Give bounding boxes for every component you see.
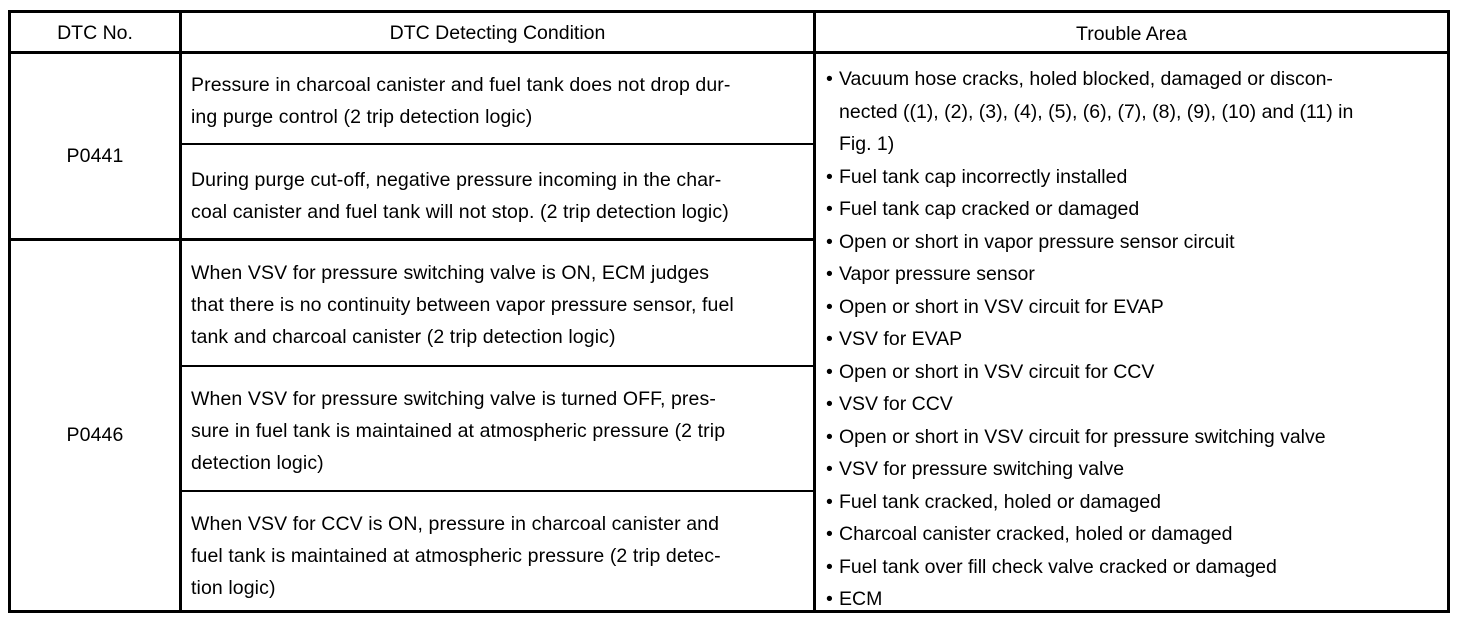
bullet-icon: •	[826, 555, 833, 578]
trouble-area-text: Open or short in VSV circuit for pressure switching valve	[839, 425, 1326, 448]
trouble-area-text: Fuel tank cap incorrectly installed	[839, 165, 1128, 188]
trouble-area-item	[823, 486, 1353, 519]
trouble-area-line: Vacuum hose cracks, holed blocked, damaged or discon-	[839, 68, 1333, 90]
trouble-area-item-vacuum-hose	[823, 63, 1353, 161]
condition-1-line-1: Pressure in charcoal canister and fuel tank does not drop dur-	[191, 74, 731, 96]
bullet-icon: •	[826, 588, 833, 610]
trouble-area-item	[823, 291, 1353, 324]
trouble-area-text: Charcoal canister cracked, holed or damaged	[839, 523, 1233, 545]
condition-2	[191, 164, 729, 228]
trouble-area-item	[823, 356, 1353, 389]
condition-1	[191, 69, 731, 133]
trouble-area-text: Fuel tank cracked, holed or damaged	[839, 490, 1161, 513]
condition-4-line-3: detection logic)	[191, 452, 324, 474]
row-divider-p0441-inner	[179, 143, 816, 145]
condition-5-line-2: fuel tank is maintained at atmospheric pressure (2 trip detec-	[191, 545, 721, 567]
condition-3-line-1: When VSV for pressure switching valve is ON, ECM judges	[191, 262, 710, 284]
bullet-icon: •	[826, 425, 833, 448]
trouble-area-item	[823, 421, 1353, 454]
header-divider	[8, 51, 1450, 54]
trouble-area-text: Open or short in VSV circuit for CCV	[839, 360, 1155, 383]
condition-5-line-1: When VSV for CCV is ON, pressure in charcoal canister and	[191, 513, 720, 535]
col-divider-2	[813, 10, 816, 613]
bullet-icon: •	[826, 393, 833, 415]
bullet-icon: •	[826, 68, 833, 90]
condition-5-line-3: tion logic)	[191, 577, 276, 599]
condition-4-line-2: sure in fuel tank is maintained at atmospheric pressure (2 trip	[191, 420, 726, 442]
trouble-area-item	[823, 226, 1353, 259]
col-divider-1	[179, 10, 182, 613]
trouble-area-line: Fig. 1)	[839, 133, 895, 155]
bullet-icon: •	[826, 230, 833, 253]
trouble-area-text: VSV for CCV	[839, 393, 953, 415]
bullet-icon: •	[826, 328, 833, 350]
bullet-icon: •	[826, 263, 833, 285]
trouble-area-item	[823, 258, 1353, 291]
header-dtc-no: DTC No.	[57, 22, 133, 44]
bullet-icon: •	[826, 490, 833, 513]
trouble-area-item	[823, 161, 1353, 194]
row-divider-p0446-2	[179, 490, 816, 492]
condition-3	[191, 257, 734, 353]
header-trouble-area: Trouble Area	[1076, 23, 1187, 45]
trouble-area-item	[823, 193, 1353, 226]
condition-2-line-2: coal canister and fuel tank will not stop. (2 trip detection logic)	[191, 201, 729, 223]
condition-2-line-1: During purge cut-off, negative pressure incoming in the char-	[191, 169, 722, 191]
trouble-area-text: VSV for pressure switching valve	[839, 458, 1125, 480]
trouble-area-text: Open or short in vapor pressure sensor circuit	[839, 230, 1235, 253]
row-divider-group	[8, 238, 816, 241]
trouble-area-item	[823, 453, 1353, 486]
condition-5	[191, 508, 721, 604]
bullet-icon: •	[826, 198, 833, 220]
bullet-icon: •	[826, 295, 833, 318]
trouble-area-text: ECM	[839, 588, 883, 610]
trouble-area-item	[823, 323, 1353, 356]
bullet-icon: •	[826, 523, 833, 545]
condition-1-line-2: ing purge control (2 trip detection logic)	[191, 106, 533, 128]
trouble-area-item	[823, 518, 1353, 551]
trouble-area-text: VSV for EVAP	[839, 328, 963, 350]
trouble-area-text: Fuel tank over fill check valve cracked or damaged	[839, 555, 1277, 578]
trouble-area-item	[823, 551, 1353, 584]
dtc-code-p0446: P0446	[66, 424, 124, 446]
bullet-icon: •	[826, 458, 833, 480]
condition-4	[191, 383, 725, 479]
trouble-area-list	[823, 63, 1353, 616]
bullet-icon: •	[826, 165, 833, 188]
condition-3-line-2: that there is no continuity between vapor pressure sensor, fuel	[191, 294, 734, 316]
dtc-code-p0441: P0441	[66, 145, 124, 167]
condition-3-line-3: tank and charcoal canister (2 trip detection logic)	[191, 326, 616, 348]
trouble-area-text: Vapor pressure sensor	[839, 263, 1035, 285]
trouble-area-text: Open or short in VSV circuit for EVAP	[839, 295, 1164, 318]
trouble-area-line: nected ((1), (2), (3), (4), (5), (6), (7), (8), (9), (10) and (11) in	[839, 100, 1354, 123]
trouble-area-item	[823, 388, 1353, 421]
condition-4-line-1: When VSV for pressure switching valve is turned OFF, pres-	[191, 388, 716, 410]
trouble-area-item	[823, 583, 1353, 616]
row-divider-p0446-1	[179, 365, 816, 367]
bullet-icon: •	[826, 360, 833, 383]
header-condition: DTC Detecting Condition	[389, 22, 606, 44]
trouble-area-text: Fuel tank cap cracked or damaged	[839, 198, 1140, 220]
